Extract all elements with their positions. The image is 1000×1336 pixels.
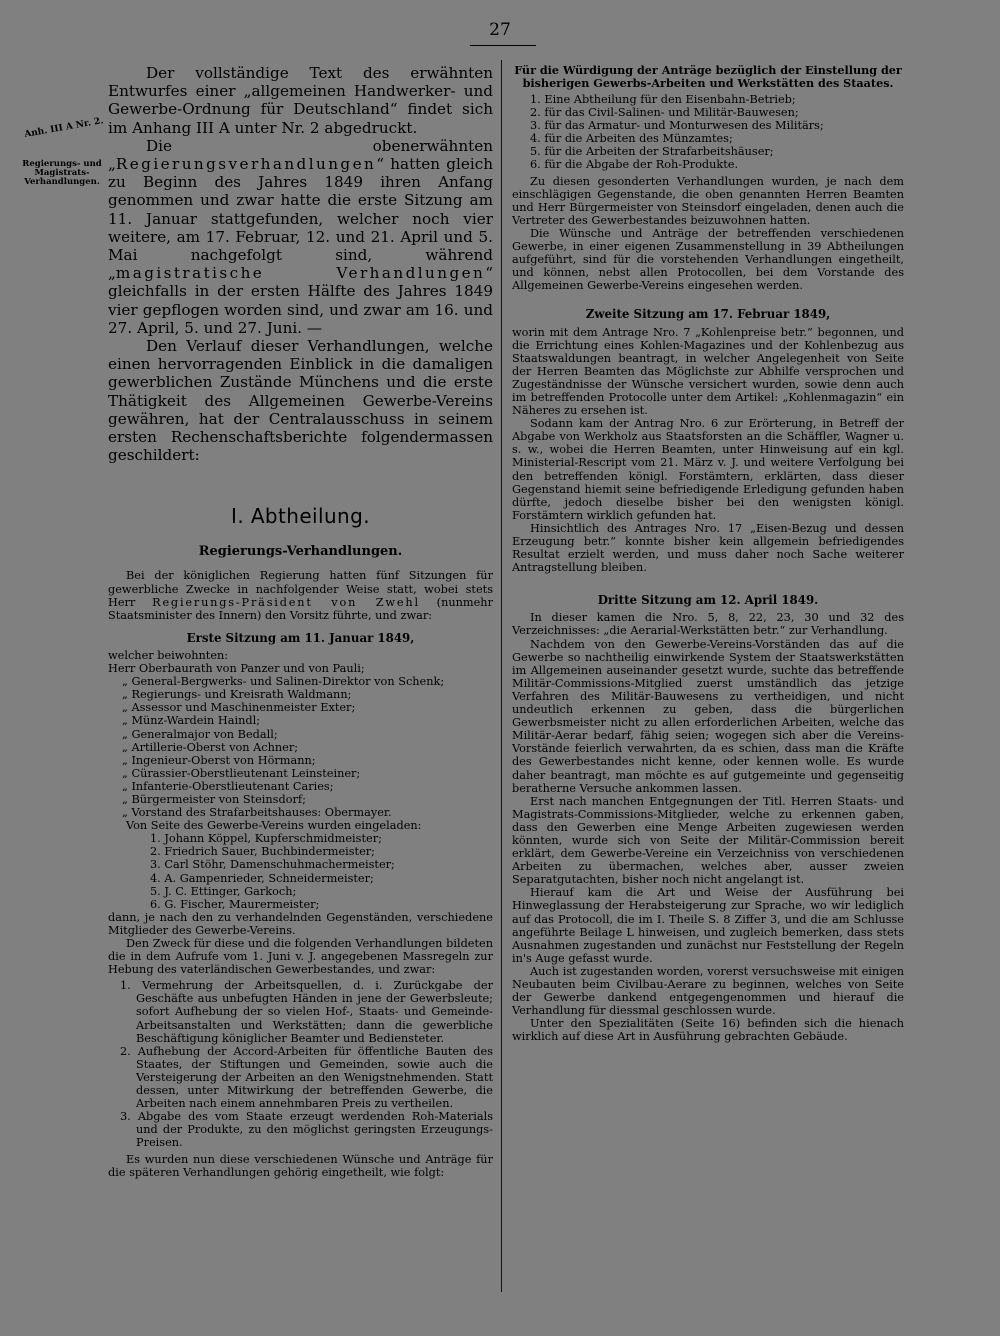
paragraph: Unter den Spezialitäten (Seite 16) befinden sich die hienach wirklich auf diese Art in Ausführung gebrachten Gebäude. xyxy=(512,1017,904,1044)
margin-note-anhang: Anh. III A Nr. 2. xyxy=(23,116,105,140)
list-item: 6. G. Fischer, Maurermeister; xyxy=(150,897,320,911)
left-column xyxy=(108,64,493,1179)
paragraph: Erst nach manchen Entgegnungen der Titl. Herren Staats- und Magistrats-Commissions-Mitglieder, welche zu erkennen gaben, dass den Gewerben eine Menge Arbeiten zugewiesen werden könnten, wurde sich von Seite der Militär-Commission bereit erklärt, dem Gewerbe-Vereine ein Verzeichniss von verschiedenen Arbeiten zu übermachen, welches aber, ausser zweien Separatgutachten, bisher noch nicht angelangt ist. xyxy=(512,794,904,887)
regierung-paragraph xyxy=(108,569,493,621)
spaced-text: Regierungsverhandlungen xyxy=(115,155,377,174)
spaced-text: magistratische Verhandlungen xyxy=(115,264,486,283)
text-run: Die obenerwähnten „ xyxy=(108,136,493,174)
list-item: „ Bürgermeister von Steinsdorf; xyxy=(122,792,306,806)
right-text xyxy=(512,93,904,1043)
list-item: „ Infanterie-Oberstlieutenant Caries; xyxy=(122,779,334,793)
paragraph: worin mit dem Antrage Nro. 7 „Kohlenpreise betr.“ begonnen, und die Errichtung eines Kohlen-Magazines und der Kohlenbezug aus Staatswaldungen beantragt, in welcher Angelegenheit von Seite der Herren Beamten das Möglichste zur Abhilfe versprochen und Zugeständnisse der Wünsche versichert wurden, sowie denn auch im betreffenden Protocolle unter dem Artikel: „Kohlenmagazin“ ein Näheres zu ersehen ist. xyxy=(512,325,904,418)
list-item: „ Cürassier-Oberstlieutenant Leinsteiner; xyxy=(122,766,361,780)
intro-paragraph-3: Den Verlauf dieser Verhandlungen, welche einen hervorragenden Einblick in die damaligen gewerblichen Zustände Münchens und die erste Thätigkeit des Allgemeinen Gewerbe-Vereins gewähren, hat der Centralausschuss in seinem ersten Rechenschaftsberichte folgendermassen geschildert: xyxy=(108,337,493,465)
right-column xyxy=(512,64,904,1043)
verein-list xyxy=(108,832,493,911)
list-item: 2. für das Civil-Salinen- und Militär-Bauwesen; xyxy=(530,106,799,120)
abtheilung-list xyxy=(512,93,904,172)
list-item: 1. Johann Köppel, Kupferschmidmeister; xyxy=(150,832,382,846)
zweck-paragraph: Den Zweck für diese und die folgenden Verhandlungen bildeten die in dem Aufrufe vom 1. Juni v. J. angegebenen Massregeln zur Hebung des vaterländischen Gewerbestandes, und zwar: xyxy=(108,937,493,977)
attendees-intro: welcher beiwohnten: xyxy=(108,648,229,662)
paragraph: Hinsichtlich des Antrages Nro. 17 „Eisen-Bezug und dessen Erzeugung betr.“ konnte bisher kein allgemein befriedigendes Resultat erzielt werden, und muss daher noch Sache weiterer Antragstellung bleiben. xyxy=(512,521,904,575)
dritte-sitzung-heading: Dritte Sitzung am 12. April 1849. xyxy=(597,593,819,608)
paragraph: Nachdem von den Gewerbe-Vereins-Vorständen das auf die Gewerbe so nachtheilig einwirkende System der Staatswerkstätten im Allgemeinen auseinander gesetzt wurde, suchte das betreffende Militär-Commissions-Mitglied zuerst umständlich das jetzige Verfahren des Militär-Bauwesens zu vertheidigen, und nicht undeutlich erkennen zu geben, dass die bürgerlichen Gewerbsmeister nicht zu allen erforderlichen Arbeiten, welche das Militär-Aerar bedarf, fähig seien; wogegen sich aber die Vereins-Vorstände feierlich verwahrten, da es schien, dass man die Kräfte des Gewerbestandes nicht kenne, oder kennen wolle. Es wurde daher beantragt, man möchte es auf gutgemeinte und gegenseitig beratherne Versuche ankommen lassen. xyxy=(512,637,904,795)
paragraph: In dieser kamen die Nro. 5, 8, 22, 23, 30 und 32 des Verzeichnisses: „die Aerarial-Werkstätten betr.“ zur Verhandlung. xyxy=(512,611,904,638)
list-item: „ Vorstand des Strafarbeitshauses: Obermayer. xyxy=(122,806,392,820)
list-item: „ Regierungs- und Kreisrath Waldmann; xyxy=(122,688,352,702)
paragraph: Zu diesen gesonderten Verhandlungen wurden, je nach dem einschlägigen Gegenstande, die oben genannten Herren Beamten und Herr Bürgermeister von Steinsdorf eingeladen, denen auch die Vertreter des Gewerbestandes beizuwohnen hatten. xyxy=(512,174,904,227)
list-item: „ Generalmajor von Bedall; xyxy=(122,727,278,741)
zweite-sitzung-heading: Zweite Sitzung am 17. Februar 1849, xyxy=(585,307,831,322)
column-separator xyxy=(501,60,502,1292)
list-item: 3. Abgabe des vom Staate erzeugt werdenden Roh-Materials und der Produkte, zu den möglichst geringsten Erzeugungs-Preisen. xyxy=(120,1110,493,1150)
list-item: „ Ingenieur-Oberst von Hörmann; xyxy=(122,753,316,767)
zweck-list xyxy=(108,979,493,1149)
list-item: 1. Vermehrung der Arbeitsquellen, d. i. Zurückgabe der Geschäfte aus unbefugten Händen in jene der Gewerbsleute; sofort Aufhebung der so vielen Hof-, Staats- und Gemeinde-Arbeitsanstalten und Werkstätten; dann die gewerbliche Beschäftigung königlicher Beamter und Bediensteter. xyxy=(120,979,493,1045)
margin-note-verhandlungen: Regierungs- und Magistrats-Verhandlungen. xyxy=(22,159,102,187)
spaced-text: Regierungs-Präsident von Zwehl xyxy=(152,595,420,609)
list-item: 1. Eine Abtheilung für den Eisenbahn-Betrieb; xyxy=(530,93,796,106)
erste-sitzung-heading: Erste Sitzung am 11. Januar 1849, xyxy=(186,630,415,645)
attendee-list xyxy=(108,662,493,819)
wuerdigung-heading: Für die Würdigung der Anträge bezüglich der Einstellung der bisherigen Gewerbs-Arbeiten und Werkstätten des Staates. xyxy=(514,63,902,90)
intro-text xyxy=(108,64,493,464)
paragraph: Sodann kam der Antrag Nro. 6 zur Erörterung, in Betreff der Abgabe von Werkholz aus Staatsforsten an die Schäffler, Wagner u. s. w., wobei die Herren Beamten, unter Hinweisung auf ein kgl. Ministerial-Rescript vom 21. März v. J. und weitere Verfolgung bei den betreffenden königl. Forstämtern, erklärten, dass dieser Gegenstand hiemit seine befriedigende Erledigung gefunden haben dürfte, jedoch dieselbe bisher bei den wenigsten königl. Forstämtern wirklich gefunden hat. xyxy=(512,417,904,522)
list-item: 2. Friedrich Sauer, Buchbindermeister; xyxy=(150,845,375,859)
text-run: “ gleichfalls in der ersten Hälfte des Jahres 1849 vier gepflogen worden sind, und zwar am 16. und 27. April, 5. und 27. Juni. — xyxy=(108,264,493,337)
list-item: „ Münz-Wardein Haindl; xyxy=(122,714,261,728)
list-item: 4. A. Gampenrieder, Schneidermeister; xyxy=(150,871,374,885)
list-item: 5. J. C. Ettinger, Garkoch; xyxy=(150,884,297,898)
text-run: Bei der königlichen Regierung hatten fünf Sitzungen für gewerbliche Zwecke in nachfolgender Weise statt, wobei stets Herr xyxy=(108,569,493,609)
paragraph: Auch ist zugestanden worden, vorerst versuchsweise mit einigen Neubauten beim Civilbau-Aerare zu beginnen, welches von Seite der Gewerbe dankend entgegengenommen und hierauf die Verhandlung für diessmal geschlossen wurde. xyxy=(512,964,904,1018)
dann-paragraph: dann, je nach den zu verhandelnden Gegenständen, verschiedene Mitglieder des Gewerbe-Vereins. xyxy=(108,910,493,937)
list-item: 3. für das Armatur- und Monturwesen des Militärs; xyxy=(530,119,824,133)
regierung-text xyxy=(108,569,493,1178)
list-item: „ General-Bergwerks- und Salinen-Direktor von Schenk; xyxy=(122,675,445,689)
list-item: 2. Aufhebung der Accord-Arbeiten für öffentliche Bauten des Staates, der Stiftungen und Gemeinden, sowie auch die Versteigerung der Arbeiten an den Wenigstnehmenden. Statt dessen, unter Mitwirkung der betreffenden Gewerbe, die Arbeiten nach einem annehmbaren Preis zu vertheilen. xyxy=(120,1044,493,1111)
list-item: „ Artillerie-Oberst von Achner; xyxy=(122,740,299,754)
text-run: (nunmehr Staatsminister des Innern) den Vorsitz führte, und zwar: xyxy=(108,595,493,622)
verein-intro: Von Seite des Gewerbe-Vereins wurden eingeladen: xyxy=(126,819,422,833)
list-item: 6. für die Abgabe der Roh-Produkte. xyxy=(530,158,739,172)
subsection-heading: Regierungs-Verhandlungen. xyxy=(198,544,403,560)
list-item: 4. für die Arbeiten des Münzamtes; xyxy=(530,132,733,146)
paragraph: Die Wünsche und Anträge der betreffenden verschiedenen Gewerbe, in einer eigenen Zusammenstellung in 39 Abtheilungen aufgeführt, sind für die vorstehenden Verhandlungen eingetheilt, und können, nebst allen Protocollen, bei dem Vorstande des Allgemeinen Gewerbe-Vereins eingesehen werden. xyxy=(512,226,904,293)
page-number: 27 xyxy=(489,20,511,40)
intro-paragraph-2 xyxy=(108,137,493,337)
paragraph: Hierauf kam die Art und Weise der Ausführung bei Hinweglassung der Herabsteigerung zur Sprache, wo wir lediglich auf das Protocoll, die im I. Theile S. 8 Ziffer 3, und die am Schlusse angeführte Beilage L hinweisen, und zugleich bemerken, dass stets Ausnahmen zugestanden und zunächst nur Feststellung der Regeln in's Auge gefasst wurde. xyxy=(512,886,904,965)
intro-paragraph-1: Der vollständige Text des erwähnten Entwurfes einer „allgemeinen Handwerker- und Gewerbe-Ordnung für Deutschland“ findet sich im Anhang III A unter Nr. 2 abgedruckt. xyxy=(108,64,493,137)
text-run: “ hatten gleich zu Beginn des Jahres 1849 ihren Anfang genommen und zwar hatte die erste Sitzung am 11. Januar stattgefunden, welcher noch vier weitere, am 17. Februar, 12. und 21. April und 5. Mai nachgefolgt sind, während „ xyxy=(108,155,493,283)
list-item: „ Assessor und Maschinenmeister Exter; xyxy=(122,701,356,715)
list-item: Herr Oberbaurath von Panzer und von Pauli; xyxy=(108,662,365,676)
list-item: 3. Carl Stöhr, Damenschuhmachermeister; xyxy=(150,858,395,872)
page-number-rule xyxy=(470,45,536,46)
list-item: 5. für die Arbeiten der Strafarbeitshäuser; xyxy=(530,145,774,159)
closing-paragraph: Es wurden nun diese verschiedenen Wünsche und Anträge für die späteren Verhandlungen gehörig eingetheilt, wie folgt: xyxy=(108,1152,493,1179)
section-heading: I. Abtheilung. xyxy=(231,504,370,529)
